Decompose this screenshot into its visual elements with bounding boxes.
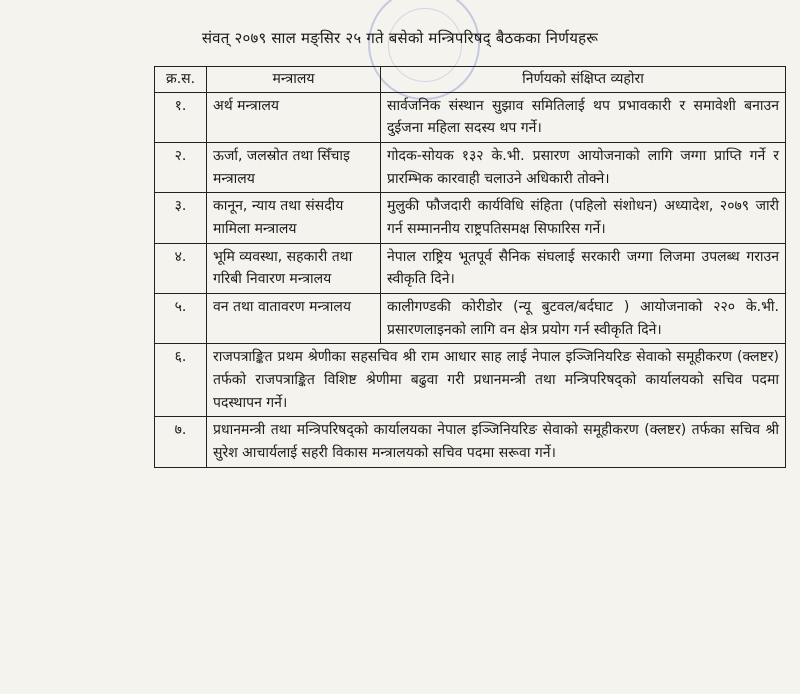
- row-ministry: कानून, न्याय तथा संसदीय मामिला मन्त्रालय: [207, 193, 381, 243]
- table-row: [155, 143, 786, 193]
- row-decision: नेपाल राष्ट्रिय भूतपूर्व सैनिक संघलाई सरकारी जग्गा लिजमा उपलब्ध गराउन स्वीकृति दिने।: [381, 243, 786, 293]
- row-serial: ७.: [155, 417, 207, 467]
- row-ministry: अर्थ मन्त्रालय: [207, 92, 381, 142]
- table-row-wide: [155, 417, 786, 467]
- header-decision: निर्णयको संक्षिप्त व्यहोरा: [381, 67, 786, 93]
- row-serial: ४.: [155, 243, 207, 293]
- table-row: [155, 243, 786, 293]
- row-serial: १.: [155, 92, 207, 142]
- table-row: [155, 193, 786, 243]
- row-serial: ३.: [155, 193, 207, 243]
- table-row-wide: [155, 344, 786, 417]
- row-decision-wide: प्रधानमन्त्री तथा मन्त्रिपरिषद्‌को कार्यालयका नेपाल इञ्जिनियरिङ सेवाको समूहीकरण (क्लष्टर) तर्फका सचिव श्री सुरेश आचार्यलाई सहरी विकास मन्त्रालयको सचिव पदमा सरूवा गर्ने।: [207, 417, 786, 467]
- row-serial: ६.: [155, 344, 207, 417]
- row-serial: ५.: [155, 294, 207, 344]
- row-decision: कालीगण्डकी कोरीडोर (न्यू बुटवल/बर्दघाट ) आयोजनाको २२० के.भी. प्रसारणलाइनको लागि वन क्षेत्र प्रयोग गर्न स्वीकृति दिने।: [381, 294, 786, 344]
- decisions-table: [154, 66, 786, 468]
- row-ministry: ऊर्जा, जलस्रोत तथा सिँचाइ मन्त्रालय: [207, 143, 381, 193]
- table-row: [155, 92, 786, 142]
- header-serial: क्र.स.: [155, 67, 207, 93]
- table-header-row: [155, 67, 786, 93]
- row-ministry: भूमि व्यवस्था, सहकारी तथा गरिबी निवारण मन्त्रालय: [207, 243, 381, 293]
- row-decision: मुलुकी फौजदारी कार्यविधि संहिता (पहिलो संशोधन) अध्यादेश, २०७९ जारी गर्न सम्माननीय राष्ट्रपतिसमक्ष सिफारिस गर्ने।: [381, 193, 786, 243]
- row-decision: सार्वजनिक संस्थान सुझाव समितिलाई थप प्रभावकारी र समावेशी बनाउन दुईजना महिला सदस्य थप गर्ने।: [381, 92, 786, 142]
- row-serial: २.: [155, 143, 207, 193]
- row-ministry: वन तथा वातावरण मन्त्रालय: [207, 294, 381, 344]
- row-decision-wide: राजपत्राङ्कित प्रथम श्रेणीका सहसचिव श्री राम आधार साह लाई नेपाल इञ्जिनियरिङ सेवाको समूहीकरण (क्लष्टर) तर्फको राजपत्राङ्कित विशिष्ट श्रेणीमा बढुवा गरी प्रधानमन्त्री तथा मन्त्रिपरिषद्‌को कार्यालयको सचिव पदमा पदस्थापन गर्ने।: [207, 344, 786, 417]
- header-ministry: मन्त्रालय: [207, 67, 381, 93]
- document-title: संवत् २०७९ साल मङ्सिर २५ गते बसेको मन्त्रिपरिषद् बैठकका निर्णयहरू: [201, 29, 599, 47]
- table-row: [155, 294, 786, 344]
- row-decision: गोदक-सोयक १३२ के.भी. प्रसारण आयोजनाको लागि जग्गा प्राप्ति गर्ने र प्रारम्भिक कारवाही चलाउने अधिकारी तोक्ने।: [381, 143, 786, 193]
